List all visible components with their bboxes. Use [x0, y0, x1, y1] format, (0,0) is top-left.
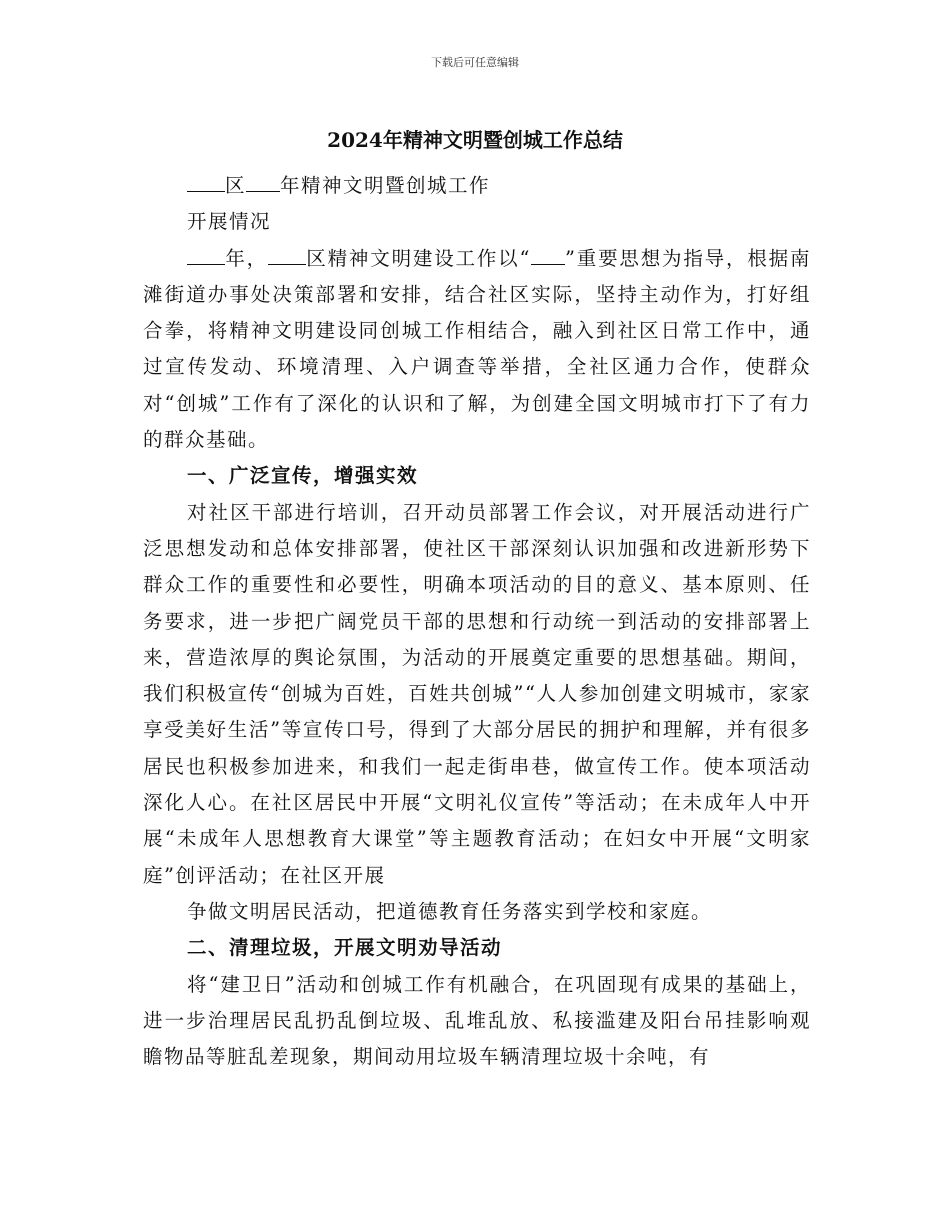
intro-text: 区	[225, 174, 247, 197]
document-title: 2024年精神文明暨创城工作总结	[327, 128, 623, 152]
blank-underline	[187, 246, 225, 265]
section-heading-1: 一、广泛宣传，增强实效	[187, 464, 419, 488]
section-heading-2: 二、清理垃圾，开展文明劝导活动	[187, 936, 503, 960]
section-2-paragraph-1: 将“建卫日”活动和创城工作有机融合，在巩固现有成果的基础上，进一步治理居民乱扔乱倒垃圾、乱堆乱放、私接滥建及阳台吊挂影响观瞻物品等脏乱差现象，期间动用垃圾车辆清理垃圾十余吨，有	[143, 972, 811, 1069]
blank-underline	[187, 173, 225, 192]
intro-line-2: 开展情况	[187, 210, 272, 234]
section-1-paragraph-2: 争做文明居民活动，把道德教育任务落实到学校和家庭。	[187, 899, 713, 923]
opening-paragraph	[143, 241, 811, 459]
page-header-note: 下载后可任意编辑	[431, 56, 519, 69]
paragraph-text: ”重要思想为指导，根据南滩街道办事处决策部署和安排，结合社区实际，坚持主动作为，打好组合拳，将精神文明建设同创城工作相结合，融入到社区日常工作中，通过宣传发动、环境清理、入户调查等举措，全社区通力合作，使群众对“创城”工作有了深化的认识和了解，为创建全国文明城市打下了有力的群众基础。	[143, 246, 811, 452]
intro-text: 年精神文明暨创城工作	[280, 174, 491, 197]
intro-line-1	[143, 168, 811, 204]
section-1-paragraph-1: 对社区干部进行培训，召开动员部署工作会议，对开展活动进行广泛思想发动和总体安排部署，使社区干部深刻认识加强和改进新形势下群众工作的重要性和必要性，明确本项活动的目的意义、基本原则、任务要求，进一步把广阔党员干部的思想和行动统一到活动的安排部署上来，营造浓厚的舆论氛围，为活动的开展奠定重要的思想基础。期间，我们积极宣传“创城为百姓，百姓共创城”“人人参加创建文明城市，家家享受美好生活”等宣传口号，得到了大部分居民的拥护和理解，并有很多居民也积极参加进来，和我们一起走街串巷，做宣传工作。使本项活动深化人心。在社区居民中开展“文明礼仪宣传”等活动；在未成年人中开展“未成年人思想教育大课堂”等主题教育活动；在妇女中开展“文明家庭”创评活动；在社区开展	[143, 500, 811, 887]
blank-underline	[268, 246, 306, 265]
paragraph-text: 年，	[225, 246, 268, 270]
document-body	[143, 168, 811, 1075]
paragraph-text: 区精神文明建设工作以“	[305, 246, 531, 270]
blank-underline	[246, 173, 280, 192]
blank-underline	[531, 246, 565, 265]
